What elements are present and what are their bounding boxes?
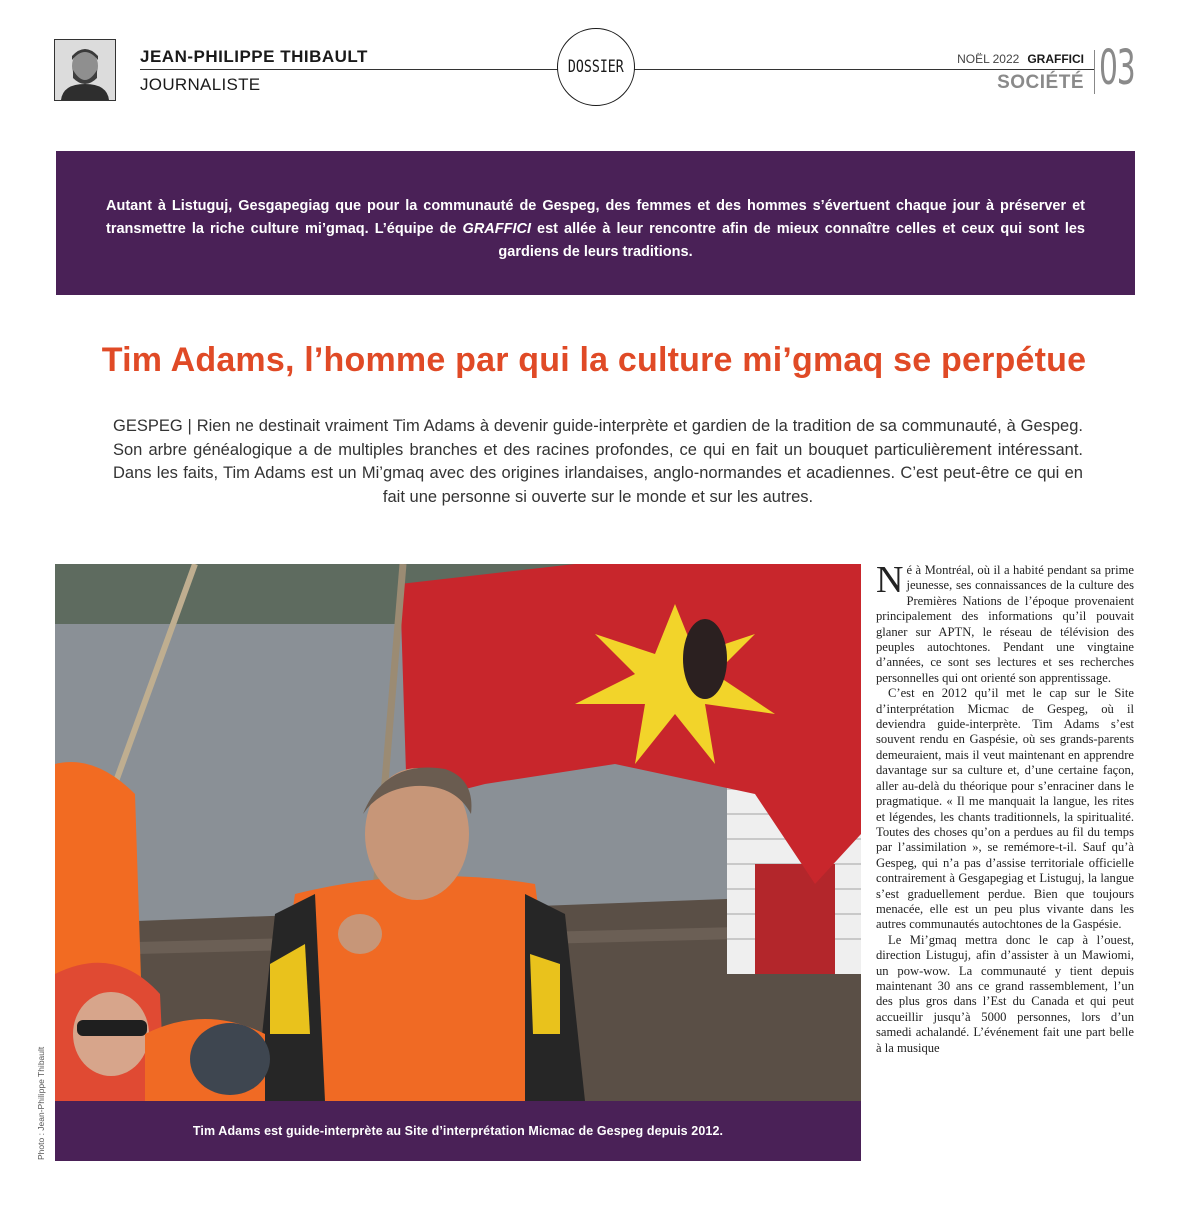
intro-brand: GRAFFICI <box>462 221 532 237</box>
author-role: JOURNALISTE <box>140 75 261 94</box>
body-paragraph-1 <box>876 559 1134 686</box>
intro-banner <box>56 151 1135 295</box>
page-number: 03 <box>1099 40 1135 96</box>
article-lead: GESPEG | Rien ne destinait vraiment Tim Adams à devenir guide-interprète et gardien de la tradition de sa communauté, à Gespeg. Son arbre généalogique a de multiples branches et des racines profondes, ce qui en fait un bouquet particulièrement intéressant. Dans les faits, Tim Adams est un Mi’gmaq avec des origines irlandaises, anglo-normandes et acadiennes. C’est peut-être ce qui en fait une personne si ouverte sur le monde et sur les autres. <box>113 417 1083 506</box>
photo-caption-bar <box>55 1101 861 1161</box>
intro-text-part2: est allée à leur rencontre afin de mieux connaître celles et ceux qui sont les gardiens de leurs traditions. <box>498 221 1085 260</box>
issue-brand: GRAFFICI <box>1027 52 1084 66</box>
issue-date: NOËL 2022 <box>957 52 1020 66</box>
article-photo <box>55 564 861 1101</box>
photo-caption: Tim Adams est guide-interprète au Site d’interprétation Micmac de Gespeg depuis 2012. <box>192 1124 724 1138</box>
section-label: SOCIÉTÉ <box>997 72 1084 93</box>
photo-illustration <box>55 564 861 1101</box>
photo-credit: Photo : Jean-Philippe Thibault <box>36 1046 46 1160</box>
article-body <box>876 559 1134 1056</box>
body-paragraph-3: Le Mi’gmaq mettra donc le cap à l’ouest, direction Listuguj, afin d’assister à un Mawiomi, un pow-wow. La communauté y tient depuis maintenant 30 ans ce grand rassemblement, l’un des plus gros dans l’Est du Canada et qui peut accueillir jusqu’à 5000 personnes, lors d’un samedi achalandé. L’événement fait une part belle à la musique <box>876 932 1134 1055</box>
page-number-divider <box>1094 50 1095 94</box>
intro-text-part1: Autant à Listuguj, Gesgapegiag que pour la communauté de Gespeg, des femmes et des hommes s’évertuent chaque jour à préserver et transmettre la riche culture mi’gmaq. L’équipe de <box>106 198 1085 237</box>
author-avatar <box>54 39 116 101</box>
intro-text <box>106 195 1085 264</box>
drop-cap: N <box>876 559 904 601</box>
dossier-label: DOSSIER <box>568 57 624 77</box>
author-portrait-icon <box>55 40 115 100</box>
article-title: Tim Adams, l’homme par qui la culture mi’gmaq se perpétue <box>101 341 1087 379</box>
body-paragraph-2: C’est en 2012 qu’il met le cap sur le Site d’interprétation Micmac de Gespeg, où il deviendra guide-interprète. Tim Adams s’est souvent rendu en Gaspésie, où ses grands-parents demeuraient, mais il veut maintenant en apprendre davantage sur sa culture et, d’une certaine façon, aller au-delà du théorique pour s’enraciner dans le pragmatique. « Il me manquait la langue, les rites et légendes, les chants traditionnels, la spiritualité. Toutes des choses qu’on a perdues au fil du temps par l’assimilation », se remémore-t-il. Sauf qu’à Gespeg, qui n’a pas d’assise territoriale officielle contrairement à Gesgapegiag et Listuguj, la langue s’est graduellement perdue. Bien que toujours menacée, elle est un peu plus vivante dans les autres communautés autochtones de la Gaspésie. <box>876 686 1134 932</box>
author-name: JEAN-PHILIPPE THIBAULT <box>140 47 368 66</box>
body-paragraph-1-text: é à Montréal, où il a habité pendant sa prime jeunesse, ses connaissances de la culture des Premières Nations de l’époque provenaient principalement des informations qu’il pouvait glaner sur APTN, le réseau de télévision des peuples autochtones. Pendant une vingtaine d’années, ce sont ses lectures et ses recherches personnelles qui ont orienté son apprentissage. <box>876 563 1134 685</box>
issue-line <box>957 52 1084 66</box>
dossier-badge <box>557 28 635 106</box>
